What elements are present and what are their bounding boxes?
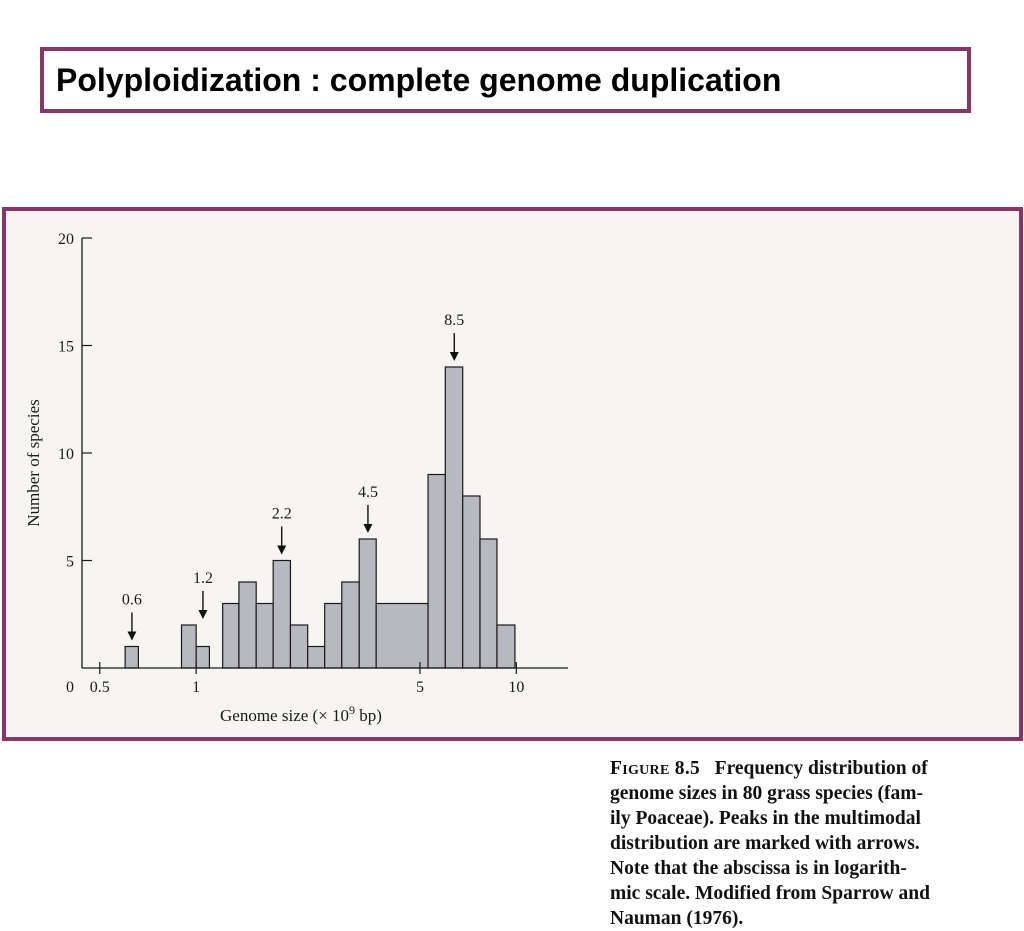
histogram-bar — [376, 604, 428, 669]
histogram-bar — [359, 539, 376, 668]
histogram-bar — [223, 604, 239, 669]
peak-arrows — [122, 312, 464, 641]
histogram-bar — [290, 625, 307, 668]
y-tick-label: 10 — [58, 446, 74, 463]
x-axis-label-prefix: Genome size (× 10 — [220, 706, 350, 725]
histogram-bar — [256, 604, 273, 669]
caption-line-1-text: Frequency distribution of — [714, 758, 928, 779]
histogram-bar — [273, 561, 290, 669]
figure-caption — [610, 756, 1010, 931]
y-tick-label: 20 — [58, 231, 74, 248]
histogram-bar — [182, 625, 197, 668]
figure-panel — [2, 207, 1023, 929]
peak-arrow-head — [450, 352, 459, 361]
x-axis-label-exponent: 9 — [349, 703, 356, 717]
x-tick-label: 5 — [415, 679, 424, 696]
caption-line-7: Nauman (1976). — [610, 908, 744, 929]
histogram-bar — [308, 647, 325, 669]
x-tick-label: 1 — [192, 679, 201, 696]
slide-title: Polyploidization : complete genome duplication — [56, 62, 782, 98]
x-tick-label: 10 — [508, 679, 525, 696]
peak-arrow-head — [127, 632, 136, 641]
caption-line-3: ily Poaceae). Peaks in the multimodal — [610, 808, 921, 829]
peak-label: 1.2 — [192, 570, 213, 587]
caption-line-5: Note that the abscissa is in logarith- — [610, 858, 907, 879]
histogram-bar — [239, 582, 256, 668]
y-ticks — [58, 231, 92, 571]
peak-label: 0.6 — [121, 591, 142, 609]
caption-line-4: distribution are marked with arrows. — [610, 833, 920, 854]
x-tick-label: 0.5 — [89, 679, 110, 696]
caption-line-6: mic scale. Modified from Sparrow and — [610, 883, 930, 904]
x-origin-label: 0 — [66, 679, 74, 696]
histogram-bar — [196, 647, 209, 669]
histogram-bar — [480, 539, 497, 668]
histogram-bar — [445, 367, 462, 668]
histogram-chart — [6, 211, 606, 731]
histogram-bar — [342, 582, 359, 668]
histogram-bar — [325, 604, 342, 669]
histogram-bar — [125, 647, 138, 669]
histogram-bar — [497, 625, 515, 668]
x-axis-label — [220, 703, 382, 725]
caption-line-2: genome sizes in 80 grass species (fam- — [610, 783, 924, 804]
x-axis-label-suffix: bp) — [355, 706, 382, 725]
y-tick-label: 5 — [66, 553, 74, 571]
peak-label: 8.5 — [444, 312, 465, 329]
peak-label: 2.2 — [271, 505, 292, 523]
histogram-bar — [463, 496, 480, 668]
y-tick-label: 15 — [58, 338, 74, 356]
slide-title-box — [40, 47, 971, 113]
histogram-bar — [428, 475, 445, 669]
bars-layer — [125, 367, 515, 668]
figure-label: Figure 8.5 — [610, 758, 701, 779]
caption-line-1 — [610, 756, 1010, 781]
peak-label: 4.5 — [357, 484, 378, 501]
y-axis-label: Number of species — [24, 399, 43, 527]
peak-arrow-head — [277, 546, 286, 555]
peak-arrow-head — [198, 610, 207, 619]
peak-arrow-head — [363, 524, 372, 533]
